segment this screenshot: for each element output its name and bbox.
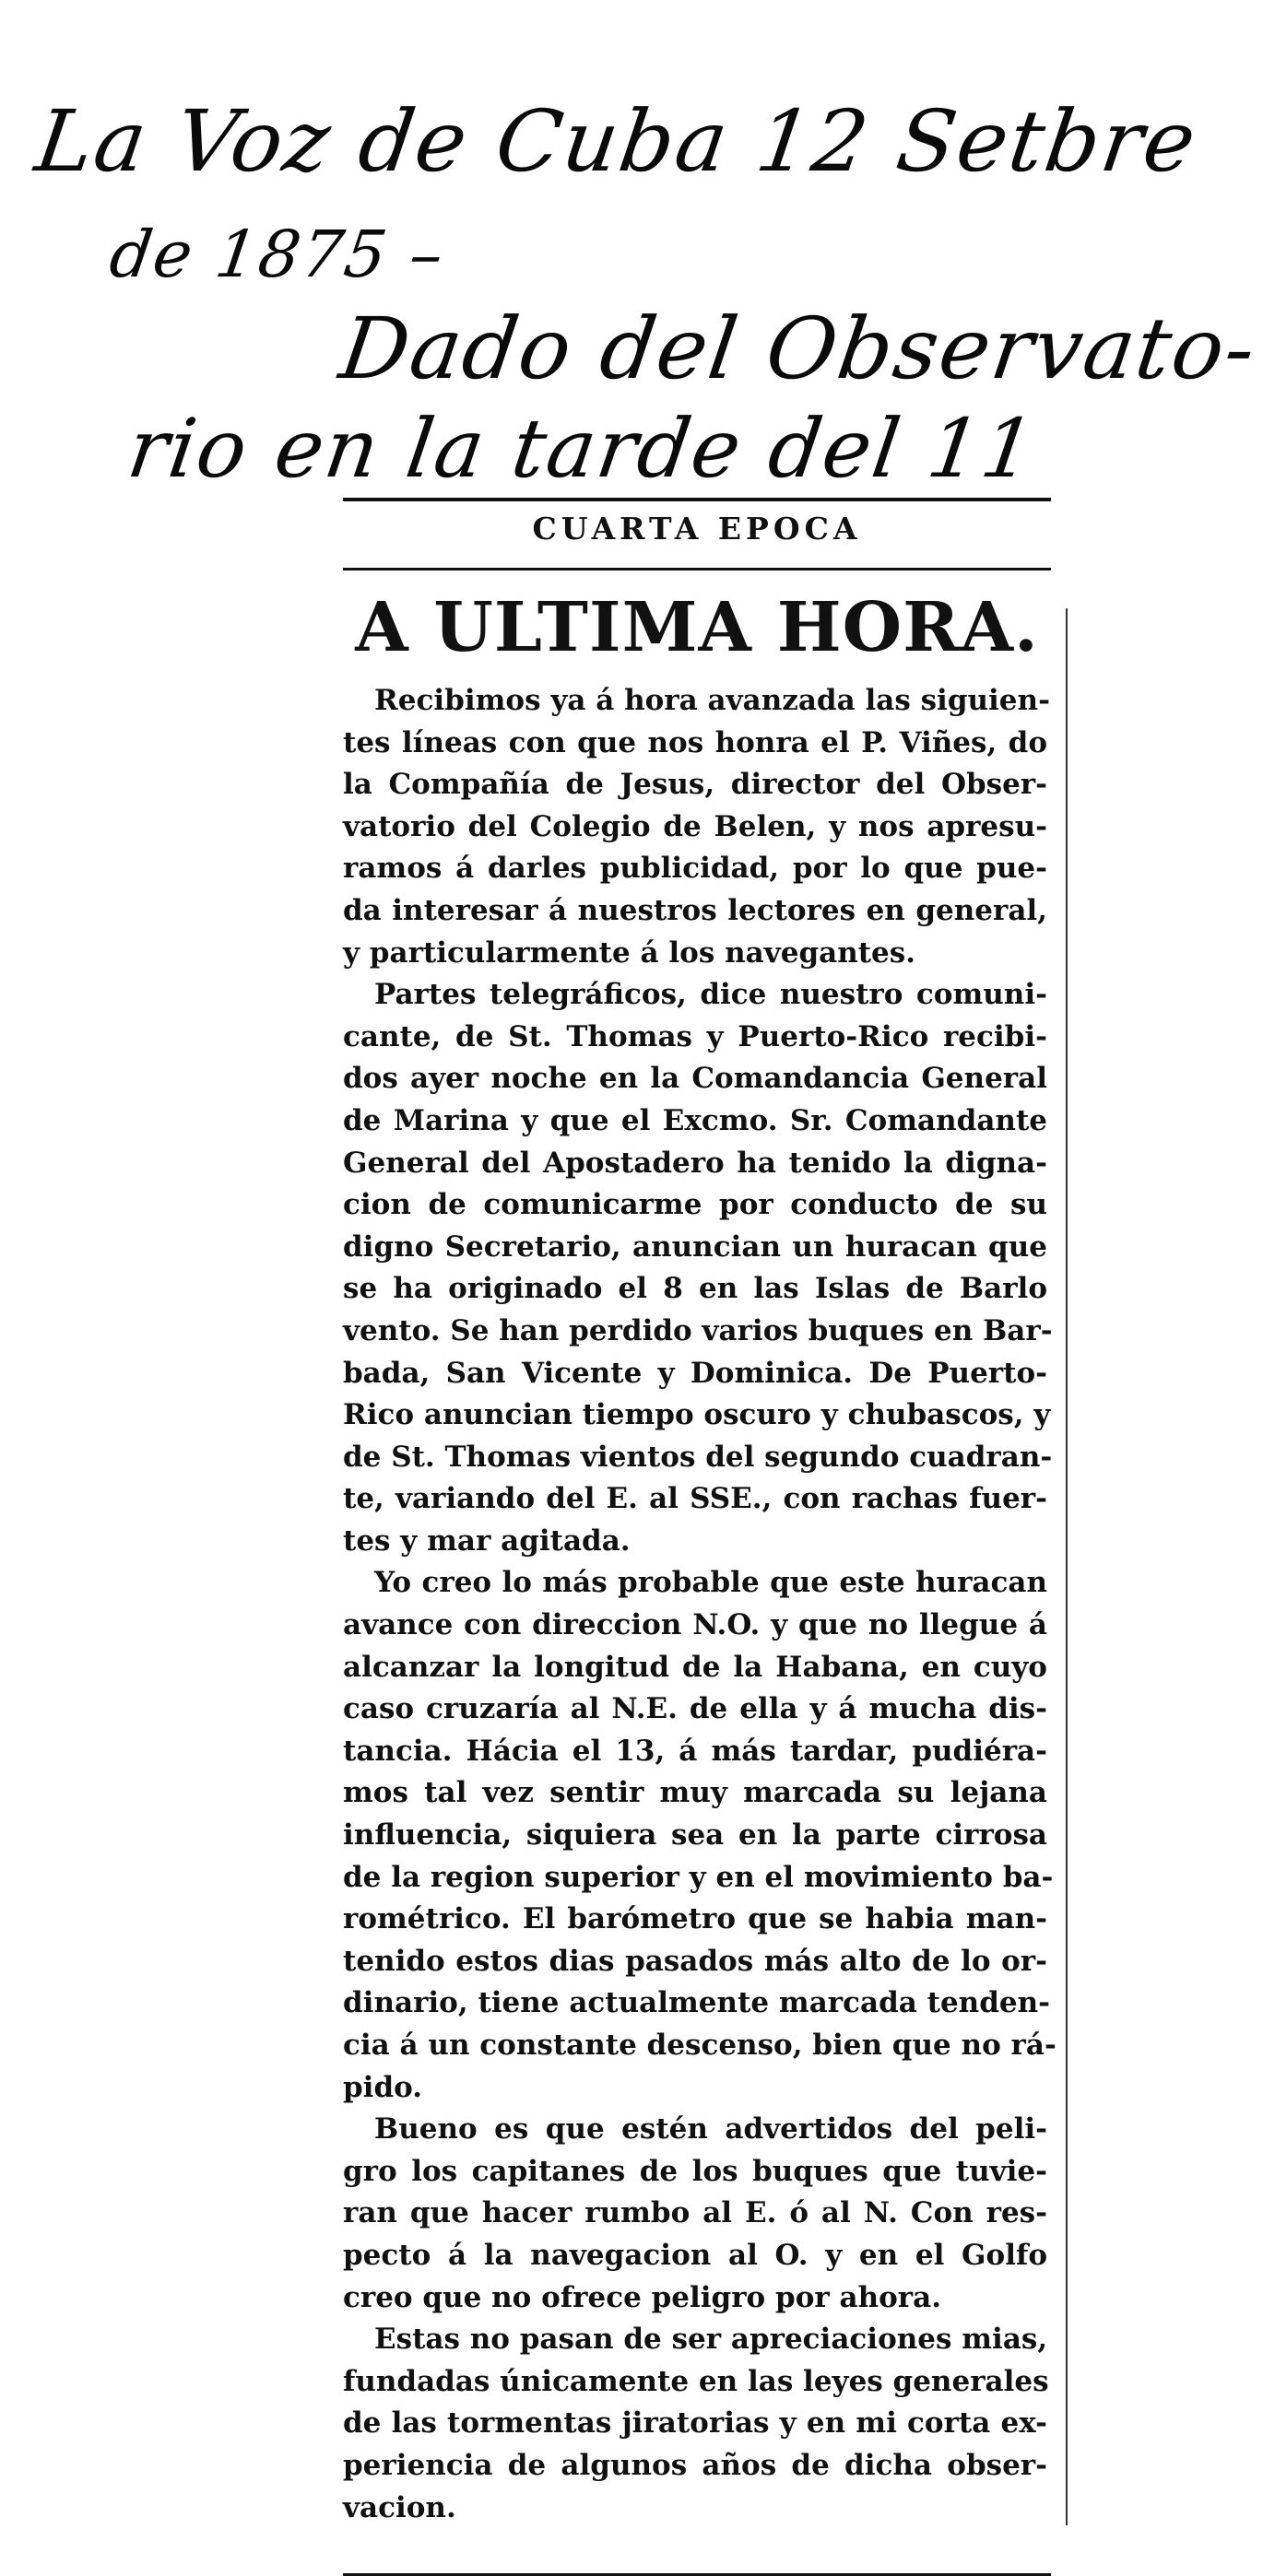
text-line: se ha originado el 8 en las Islas de Barlo [343,1272,1047,1306]
text-line: de las tormentas jiratorias y en mi corta ex- [343,2406,1047,2441]
text-line: Recibimos ya á hora avanzada las siguien- [374,684,1050,717]
text-line: de Marina y que el Excmo. Sr. Comandante [343,1103,1047,1137]
column-rule [1066,608,1068,2525]
text-line: tenido estos dias pasados más alto de lo or- [343,1944,1047,1978]
text-line: influencia, siquiera sea en la parte cirrosa [343,1818,1047,1853]
handwritten-line: La Voz de Cuba 12 Setbre [30,92,1204,191]
text-line: dinario, tiene actualmente marcada tenden- [343,1986,1051,2020]
text-line: ran que hacer rumbo al E. ó al N. Con res- [343,2196,1047,2230]
text-line: digno Secretario, anuncian un huracan que [343,1229,1047,1264]
text-line: de St. Thomas vientos del segundo cuadran- [343,1440,1053,1474]
text-line: Rico anuncian tiempo oscuro y chubascos, y [343,1398,1051,1432]
text-line: Yo creo lo más probable que este huracan [374,1566,1047,1600]
handwritten-line: rio en la tarde del 11 [122,401,1043,496]
text-line: rométrico. El barómetro que se habia man- [343,1902,1047,1936]
text-line: caso cruzaría al N.E. de ella y á mucha dis- [343,1692,1047,1726]
text-line: la Compañía de Jesus, director del Obser- [343,768,1047,802]
section-rule [343,568,1051,570]
headline: A ULTIMA HORA. [355,588,1039,667]
text-line: cante, de St. Thomas y Puerto-Rico recibi- [343,1019,1047,1053]
text-line: vento. Se han perdido varios buques en Bar- [343,1313,1053,1347]
section-label: CUARTA EPOCA [532,511,862,547]
handwritten-line: Dado del Observato- [334,300,1263,398]
text-line: de la region superior y en el movimiento ba- [343,1860,1054,1894]
text-line: Partes telegráficos, dice nuestro comuni- [374,978,1047,1012]
handwritten-line: de 1875 – [105,217,450,292]
text-line: mos tal vez sentir muy marcada su lejana [343,1776,1047,1810]
article-paragraph [343,680,1050,974]
text-line: da interesar á nuestros lectores en general, [343,893,1047,927]
text-line: Bueno es que estén advertidos del peli- [374,2112,1047,2147]
text-line: bada, San Vicente y Dominica. De Puerto- [343,1356,1047,1390]
text-line: tes líneas con que nos honra el P. Viñes, do [343,725,1047,759]
text-line: vatorio del Colegio de Belen, y nos apresu- [343,809,1047,843]
text-line: cion de comunicarme por conducto de su [343,1188,1047,1222]
text-line: pido. [343,2070,423,2104]
text-line: te, variando del E. al SSE., con rachas fuer- [343,1482,1047,1516]
text-line: y particularmente á los navegantes. [343,935,916,970]
text-line: avance con direccion N.O. y que no llegue á [343,1608,1047,1642]
text-line: tancia. Hácia el 13, á más tardar, pudiéra- [343,1734,1047,1768]
text-line: periencia de algunos años de dicha obser- [343,2448,1047,2482]
text-line: cia á un constante descenso, bien que no rá- [343,2029,1056,2062]
top-rule [343,498,1051,501]
text-line: dos ayer noche en la Comandancia General [343,1062,1047,1096]
text-line: fundadas únicamente en las leyes generales [343,2364,1049,2398]
text-line: gro los capitanes de los buques que tuvie- [343,2154,1047,2188]
text-line: ramos á darles publicidad, por lo que pue- [343,852,1047,886]
text-line: creo que no ofrece peligro por ahora. [343,2280,942,2314]
article-paragraph [343,2109,1047,2319]
text-line: Estas no pasan de ser apreciaciones mias, [374,2323,1048,2357]
text-line: alcanzar la longitud de la Habana, en cuyo [343,1650,1047,1684]
article-paragraph [343,1562,1056,2109]
article-paragraph [343,2319,1047,2529]
text-line: pecto á la navegacion al O. y en el Golfo [343,2238,1047,2272]
article-body [343,680,1056,2529]
text-line: vacion. [343,2490,456,2524]
text-line: tes y mar agitada. [343,1523,631,1558]
text-line: General del Apostadero ha tenido la digna- [343,1146,1047,1180]
article-paragraph [343,974,1053,1562]
